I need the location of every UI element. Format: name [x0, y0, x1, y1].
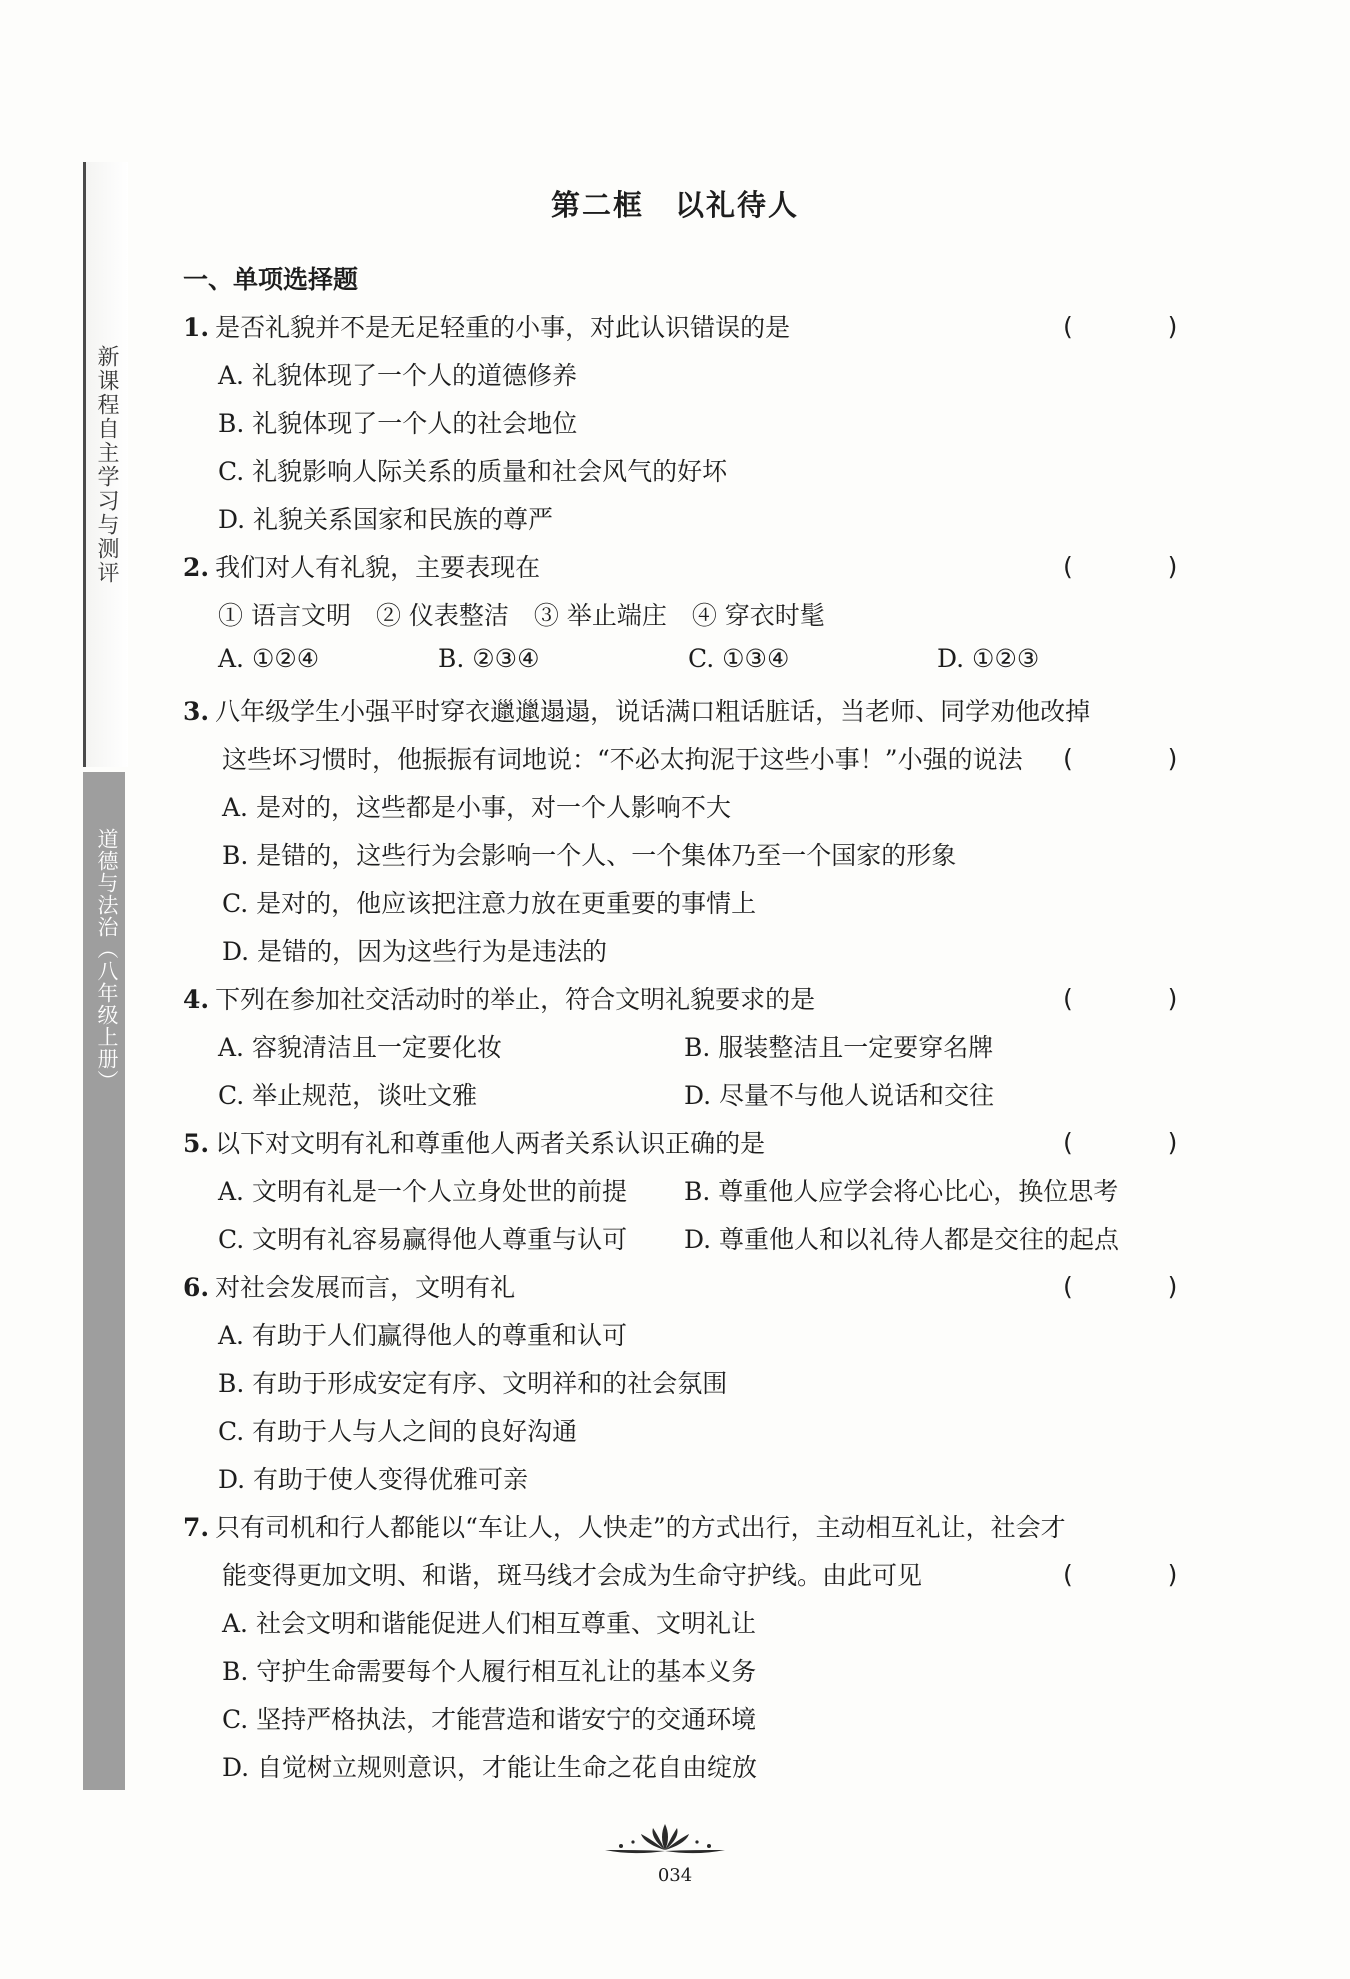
- option-d: D. 礼貌关系国家和民族的尊严: [218, 505, 554, 534]
- question-number: 7.: [183, 1513, 210, 1542]
- option-b: B. 尊重他人应学会将心比心，换位思考: [684, 1177, 1119, 1206]
- option-d: D. ①②③: [937, 644, 1040, 673]
- question-text: 下列在参加社交活动时的举止，符合文明礼貌要求的是: [215, 985, 816, 1014]
- option-a: A. ①②④: [218, 644, 320, 673]
- option-a: A. 社会文明和谐能促进人们相互尊重、文明礼让: [222, 1609, 756, 1638]
- question-2-stem: [183, 548, 540, 584]
- series-title: 新课程自主学习与测评: [94, 345, 119, 585]
- answer-blank[interactable]: ( ): [1060, 1272, 1181, 1301]
- option-b: B. 有助于形成安定有序、文明祥和的社会氛围: [218, 1369, 728, 1398]
- question-text: 只有司机和行人都能以“车让人，人快走”的方式出行，主动相互礼让，社会才: [215, 1513, 1066, 1542]
- option-a: A. 文明有礼是一个人立身处世的前提: [218, 1177, 627, 1206]
- statement-items: ① 语言文明 ② 仪表整洁 ③ 举止端庄 ④ 穿衣时髦: [218, 601, 825, 630]
- question-1-stem: [183, 308, 790, 344]
- option-b: B. 守护生命需要每个人履行相互礼让的基本义务: [222, 1657, 757, 1686]
- option-c: C. 举止规范，谈吐文雅: [218, 1081, 478, 1110]
- option-a: A. 是对的，这些都是小事，对一个人影响不大: [222, 793, 731, 822]
- answer-blank[interactable]: ( ): [1060, 984, 1181, 1013]
- option-b: B. ②③④: [438, 644, 540, 673]
- question-number: 6.: [183, 1273, 210, 1302]
- question-number: 2.: [183, 553, 210, 582]
- question-text: 以下对文明有礼和尊重他人两者关系认识正确的是: [215, 1129, 766, 1158]
- section-title: 一、单项选择题: [183, 265, 359, 294]
- answer-blank[interactable]: ( ): [1060, 1560, 1181, 1589]
- option-d: D. 有助于使人变得优雅可亲: [218, 1465, 529, 1494]
- option-c: C. 礼貌影响人际关系的质量和社会风气的好坏: [218, 457, 728, 486]
- option-c: C. 坚持严格执法，才能营造和谐安宁的交通环境: [222, 1705, 757, 1734]
- question-text: 对社会发展而言，文明有礼: [215, 1273, 516, 1302]
- answer-blank[interactable]: ( ): [1060, 1128, 1181, 1157]
- option-d: D. 是错的，因为这些行为是违法的: [222, 937, 608, 966]
- subject-title: 道德与法治（八年级上册）: [95, 828, 119, 1092]
- question-3-stem-line2: 这些坏习惯时，他振振有词地说：“不必太拘泥于这些小事！”小强的说法: [222, 745, 1023, 774]
- option-a: A. 礼貌体现了一个人的道德修养: [218, 361, 577, 390]
- question-7-stem: [183, 1508, 1066, 1544]
- question-6-stem: [183, 1268, 515, 1304]
- answer-blank[interactable]: ( ): [1060, 744, 1181, 773]
- page-title: 第二框 以礼待人: [550, 188, 799, 222]
- question-text: 八年级学生小强平时穿衣邋邋遢遢，说话满口粗话脏话，当老师、同学劝他改掉: [215, 697, 1091, 726]
- option-a: A. 容貌清洁且一定要化妆: [218, 1033, 502, 1062]
- option-c: C. 有助于人与人之间的良好沟通: [218, 1417, 578, 1446]
- option-a: A. 有助于人们赢得他人的尊重和认可: [218, 1321, 627, 1350]
- question-number: 3.: [183, 697, 210, 726]
- option-c: C. 是对的，他应该把注意力放在更重要的事情上: [222, 889, 757, 918]
- page-number: 034: [657, 1865, 693, 1886]
- question-5-stem: [183, 1124, 765, 1160]
- question-7-stem-line2: 能变得更加文明、和谐，斑马线才会成为生命守护线。由此可见: [222, 1561, 923, 1590]
- floral-ornament-icon: [595, 1820, 735, 1860]
- question-4-stem: [183, 980, 815, 1016]
- option-d: D. 尽量不与他人说话和交往: [684, 1081, 995, 1110]
- option-d: D. 尊重他人和以礼待人都是交往的起点: [684, 1225, 1120, 1254]
- question-text: 我们对人有礼貌，主要表现在: [215, 553, 541, 582]
- option-c: C. ①③④: [688, 644, 790, 673]
- answer-blank[interactable]: ( ): [1060, 312, 1181, 341]
- question-number: 1.: [183, 313, 210, 342]
- option-c: C. 文明有礼容易赢得他人尊重与认可: [218, 1225, 628, 1254]
- question-number: 4.: [183, 985, 210, 1014]
- option-b: B. 服装整洁且一定要穿名牌: [684, 1033, 994, 1062]
- question-number: 5.: [183, 1129, 210, 1158]
- option-b: B. 是错的，这些行为会影响一个人、一个集体乃至一个国家的形象: [222, 841, 957, 870]
- option-d: D. 自觉树立规则意识，才能让生命之花自由绽放: [222, 1753, 758, 1782]
- option-b: B. 礼貌体现了一个人的社会地位: [218, 409, 578, 438]
- question-3-stem: [183, 692, 1090, 728]
- answer-blank[interactable]: ( ): [1060, 552, 1181, 581]
- question-text: 是否礼貌并不是无足轻重的小事，对此认识错误的是: [215, 313, 791, 342]
